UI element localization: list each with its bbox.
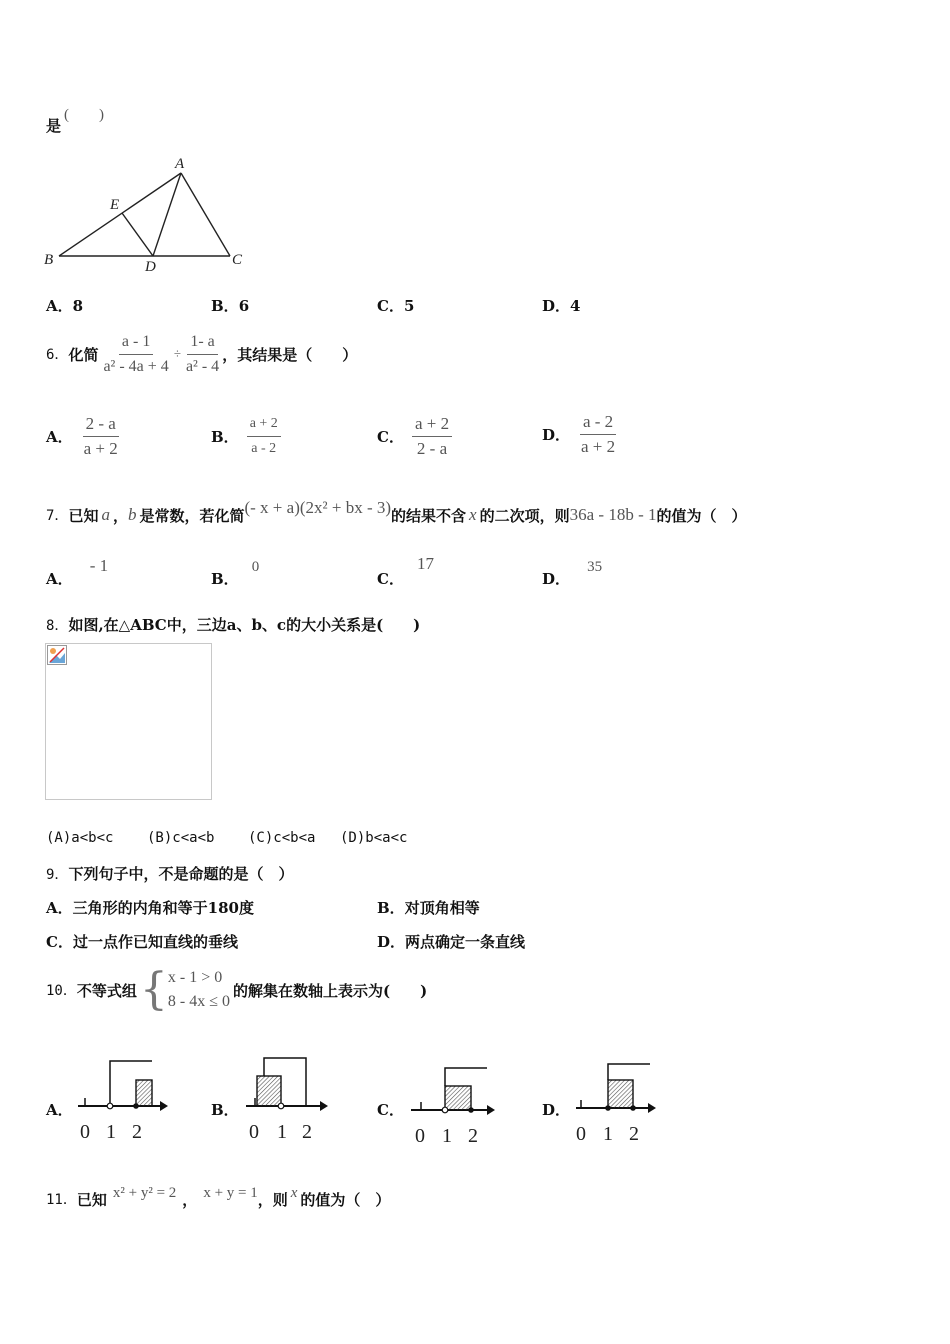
q8-stem: [46, 614, 420, 635]
fraction-numerator: a - 2: [580, 412, 616, 435]
q7-option-b[interactable]: [211, 555, 260, 588]
option-label: D．: [542, 297, 571, 315]
q9-option-d[interactable]: [377, 931, 525, 952]
tick-label-2: 2: [629, 1123, 639, 1145]
q10-system: [168, 966, 230, 1014]
option-label: D．: [542, 570, 571, 588]
q7-expression: (- x + a)(2x² + bx - 3): [244, 498, 392, 517]
q11-expression-1: x² + y² = 2: [112, 1184, 177, 1201]
option-label: A．: [46, 570, 73, 588]
option-label: C．: [377, 297, 404, 315]
open-dot: [107, 1103, 113, 1109]
segment-ba: [59, 173, 181, 256]
q6-suffix: ，其结果是（ ）: [222, 345, 358, 364]
q7-option-a[interactable]: [46, 555, 109, 588]
option-value: 0: [251, 559, 260, 575]
tick-label-0: 0: [415, 1125, 425, 1146]
q10-option-a-label: A．: [46, 1101, 73, 1119]
tick-label-1: 1: [277, 1121, 287, 1143]
shaded-region: [257, 1076, 281, 1106]
vertex-label-a: A: [175, 156, 185, 172]
option-label: A．: [46, 427, 73, 446]
q10-option-b-number-line[interactable]: [240, 1050, 332, 1145]
closed-dot: [468, 1107, 474, 1113]
vertex-label-d: D: [145, 259, 156, 275]
q7-text-1: 已知: [68, 506, 99, 525]
arrow-icon: [160, 1101, 168, 1111]
option-value: 17: [417, 554, 435, 573]
fraction-denominator: 2 - a: [416, 438, 448, 458]
q5-option-a[interactable]: [46, 295, 83, 316]
fraction-numerator: 1- a: [187, 332, 217, 355]
q10-option-d-number-line[interactable]: [570, 1058, 662, 1146]
option-value: 对顶角相等: [404, 899, 480, 917]
option-label: A．: [46, 297, 73, 315]
q7-comma: ，: [112, 506, 128, 525]
q8-option-d[interactable]: (D)b<a<c: [340, 830, 408, 846]
fraction-denominator: a² - 4a + 4: [103, 357, 169, 375]
option-fraction: [247, 414, 281, 459]
option-label: B．: [377, 899, 405, 917]
q9-stem: [46, 863, 293, 884]
q6-fraction-2: [183, 332, 222, 377]
q6-option-a[interactable]: [46, 410, 121, 462]
shaded-region: [608, 1080, 633, 1108]
q11-expression-2: x + y = 1: [203, 1184, 258, 1201]
option-label: C．: [377, 570, 404, 588]
open-dot: [278, 1103, 284, 1109]
q6-stem: [46, 328, 357, 380]
option-value: 4: [570, 297, 581, 315]
question-number: 6．: [46, 347, 69, 363]
q8-option-a[interactable]: (A)a<b<c: [46, 830, 114, 846]
q5-tail-text: 是: [46, 117, 62, 135]
option-label: B．: [211, 570, 239, 588]
segment-ad: [153, 173, 181, 256]
option-value: 两点确定一条直线: [405, 933, 526, 951]
option-label: B．: [211, 297, 239, 315]
solution-bracket: [608, 1064, 650, 1080]
tick-label-2: 2: [302, 1121, 312, 1143]
tick-label-0: 0: [249, 1121, 259, 1143]
option-value: 35: [587, 559, 603, 575]
fraction-denominator: a + 2: [83, 438, 118, 458]
q6-option-c[interactable]: [377, 410, 452, 462]
option-fraction: [578, 412, 618, 457]
q10-option-a-number-line[interactable]: [72, 1058, 172, 1146]
q9-option-b[interactable]: [377, 897, 480, 918]
q5-triangle-figure: [40, 150, 260, 275]
option-label: D．: [542, 425, 571, 444]
q7-text-4: 的二次项，则: [479, 506, 570, 525]
q8-text: 如图,在△ABC中，三边a、b、c的大小关系是( ): [68, 616, 421, 634]
variable-x: x: [290, 1184, 298, 1201]
q6-option-b[interactable]: [211, 412, 281, 460]
q7-option-c[interactable]: [377, 553, 435, 588]
q7-stem: [46, 498, 747, 532]
q7-text-3: 的结果不含: [391, 506, 467, 525]
tick-label-2: 2: [468, 1125, 478, 1146]
vertex-label-e: E: [110, 197, 120, 213]
divide-sign: ÷: [173, 346, 181, 361]
q11-text-2: ，则: [257, 1190, 288, 1209]
option-label: B．: [211, 427, 239, 446]
vertex-label-b: B: [44, 252, 54, 268]
q7-expression-2: 36a - 18b - 1: [569, 505, 657, 524]
closed-dot: [605, 1105, 611, 1111]
option-label: C．: [377, 427, 404, 446]
left-brace-icon: {: [139, 964, 168, 1015]
q11-stem: [46, 1182, 390, 1216]
segment-ac: [181, 173, 230, 256]
broken-image-icon: [47, 645, 67, 665]
inequality-1: x - 1 > 0: [167, 969, 223, 986]
option-label: A．: [46, 899, 73, 917]
q10-option-b-label: B．: [211, 1101, 239, 1119]
arrow-icon: [320, 1101, 328, 1111]
fraction-numerator: a + 2: [247, 414, 281, 437]
shaded-region: [445, 1086, 471, 1110]
arrow-icon: [648, 1103, 656, 1113]
variable-a: a: [101, 505, 110, 524]
q5-option-c[interactable]: [377, 295, 414, 316]
q9-option-c[interactable]: [46, 931, 238, 952]
question-number: 10．: [46, 983, 77, 999]
q10-suffix: 的解集在数轴上表示为( ): [232, 981, 428, 1000]
q10-stem: [46, 962, 427, 1018]
q7-text-5: 的值为（ ）: [656, 506, 747, 525]
q7-text-2: 是常数，若化简: [139, 506, 245, 525]
q8-option-c[interactable]: (C)c<b<a: [248, 830, 316, 846]
tick-label-0: 0: [80, 1121, 90, 1143]
option-value: 8: [72, 297, 84, 315]
question-number: 7．: [46, 508, 69, 524]
vertex-label-c: C: [232, 252, 243, 268]
closed-dot: [630, 1105, 636, 1111]
q5-answer-paren: ( ): [64, 107, 104, 123]
fraction-numerator: a + 2: [412, 414, 452, 437]
q11-comma: ，: [182, 1190, 198, 1209]
option-value: - 1: [89, 556, 109, 575]
q11-text-1: 已知: [76, 1190, 107, 1209]
fraction-denominator: a² - 4: [185, 357, 220, 375]
question-number: 8．: [46, 618, 69, 634]
solution-bracket: [445, 1068, 487, 1086]
option-fraction: [412, 414, 452, 459]
q11-text-3: 的值为（ ）: [300, 1190, 391, 1209]
q5-option-d[interactable]: [542, 295, 580, 316]
question-number: 11．: [46, 1192, 77, 1208]
option-label: D．: [377, 933, 406, 951]
q10-option-c-label: C．: [377, 1101, 404, 1119]
q5-option-b[interactable]: [211, 295, 249, 316]
closed-dot: [133, 1103, 139, 1109]
option-value: 三角形的内角和等于180度: [72, 899, 254, 917]
q8-image-placeholder: [45, 643, 212, 800]
q8-option-b[interactable]: (B)c<a<b: [147, 830, 215, 846]
fraction-denominator: a + 2: [581, 436, 616, 456]
q6-fraction-1: [100, 332, 171, 377]
tick-label-1: 1: [106, 1121, 116, 1143]
q6-option-d[interactable]: [542, 408, 618, 460]
q9-text: 下列句子中，不是命题的是（ ）: [68, 865, 294, 883]
option-value: 5: [403, 297, 415, 315]
shaded-region: [136, 1080, 152, 1106]
tick-label-0: 0: [576, 1123, 586, 1145]
tick-label-1: 1: [442, 1125, 452, 1146]
tick-label-2: 2: [132, 1121, 142, 1143]
fraction-denominator: a - 2: [251, 440, 277, 456]
segment-ed: [122, 213, 153, 256]
inequality-2: 8 - 4x ≤ 0: [167, 993, 230, 1010]
fraction-numerator: 2 - a: [83, 414, 119, 437]
q10-option-d-label: D．: [542, 1101, 571, 1119]
variable-b: b: [127, 505, 137, 524]
q10-option-c-number-line[interactable]: [405, 1064, 497, 1146]
option-value: 6: [238, 297, 250, 315]
tick-label-1: 1: [603, 1123, 613, 1145]
q7-option-d[interactable]: [542, 555, 603, 588]
q6-prefix: 化简: [68, 345, 99, 364]
arrow-icon: [487, 1105, 495, 1115]
option-label: C．: [46, 933, 73, 951]
question-number: 9．: [46, 867, 69, 883]
q9-option-a[interactable]: [46, 897, 254, 918]
option-value: 过一点作已知直线的垂线: [72, 933, 238, 951]
q10-prefix: 不等式组: [76, 981, 137, 1000]
option-fraction: [81, 414, 121, 459]
variable-x: x: [469, 505, 477, 524]
fraction-numerator: a - 1: [119, 332, 153, 355]
open-dot: [442, 1107, 448, 1113]
